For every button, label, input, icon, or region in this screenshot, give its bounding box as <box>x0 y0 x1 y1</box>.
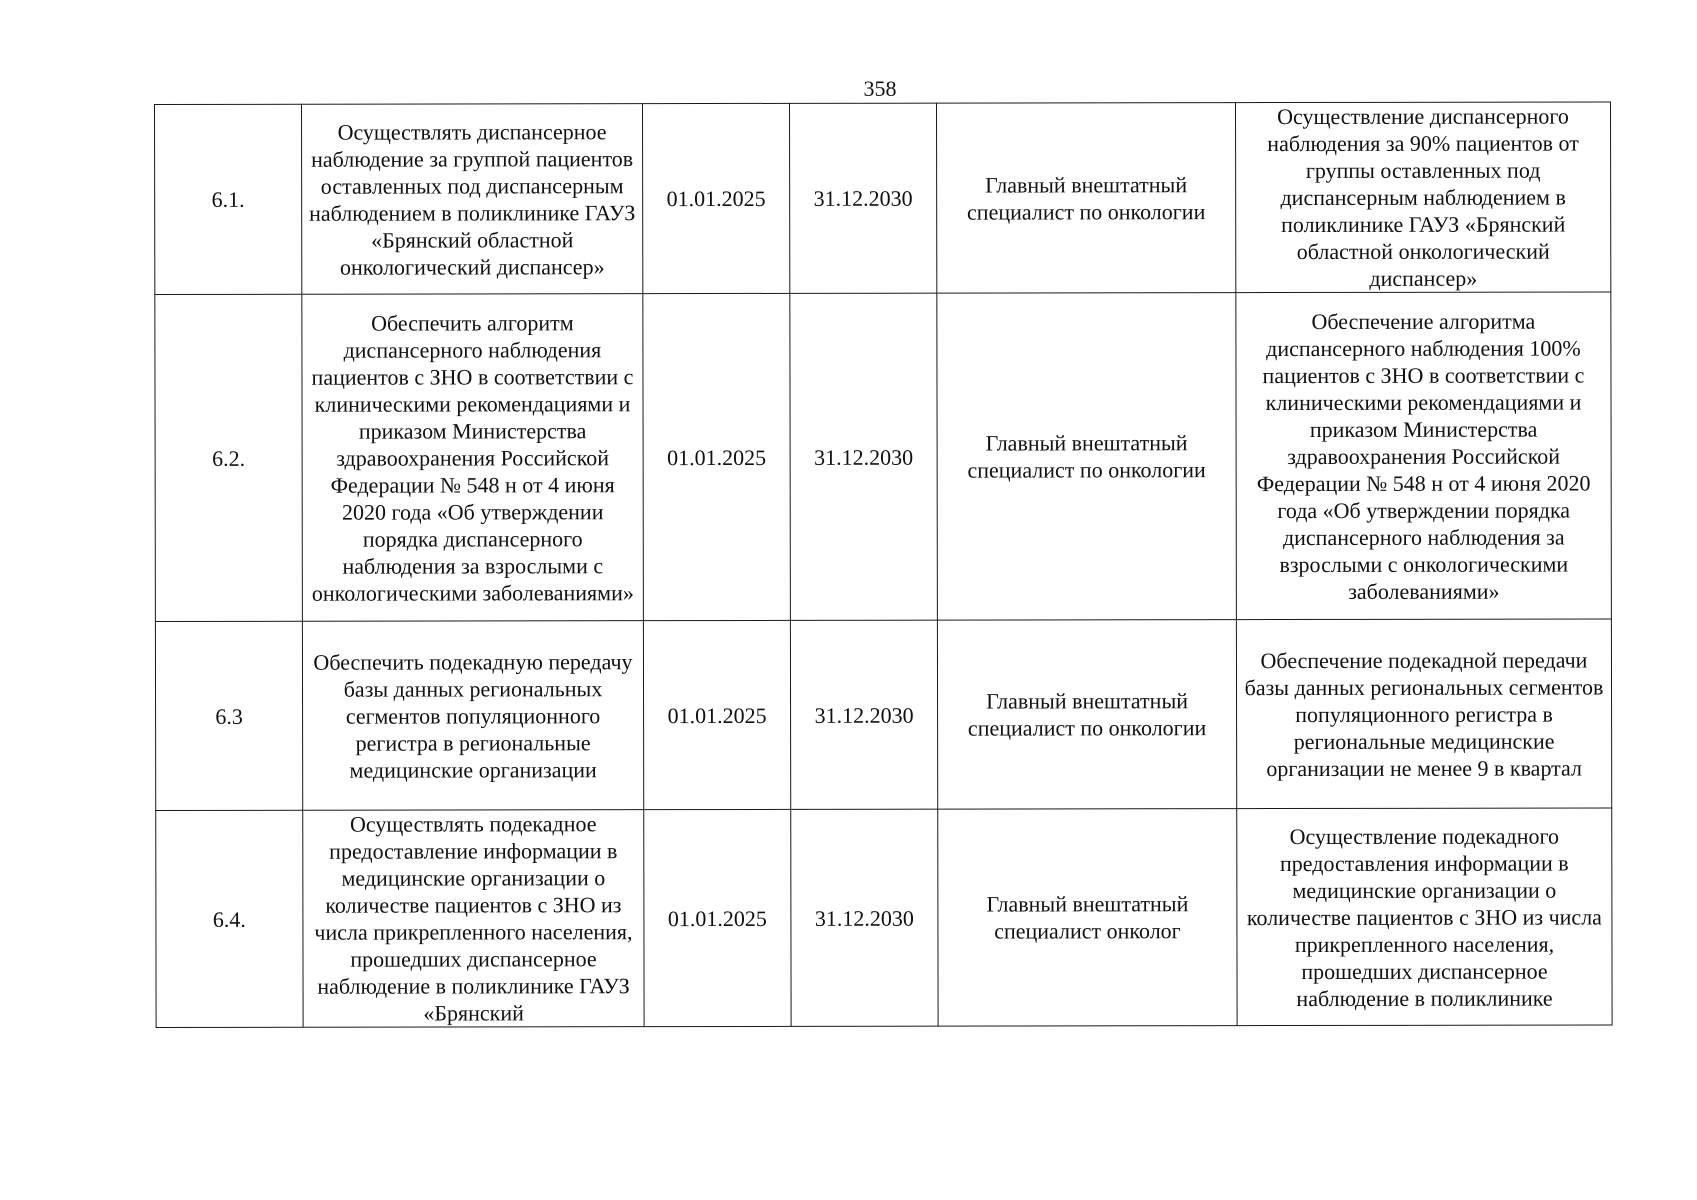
start-date-cell: 01.01.2025 <box>643 620 790 809</box>
measures-table <box>154 101 1613 1028</box>
row-number: 6.2. <box>155 294 303 621</box>
start-date-cell: 01.01.2025 <box>644 809 791 1026</box>
result-cell: Обеспечение подекадной передачи базы данных региональных сегментов популяционного регистра в региональные медицинские организации не менее 9 в квартал <box>1236 619 1611 809</box>
task-cell: Обеспечить подекадную передачу базы данных региональных сегментов популяционного регистра в региональные медицинские организации <box>302 621 643 811</box>
table-row <box>155 619 1611 811</box>
table-row <box>155 292 1612 622</box>
page-number: 358 <box>863 76 897 101</box>
task-cell: Обеспечить алгоритм диспансерного наблюдения пациентов с ЗНО в соответствии с клиническими рекомендациями и приказом Министерства здравоохранения Российской Федерации № 548 н от 4 июня 2020 года «Об утверждении порядка диспансерного наблюдения за взрослыми с онкологическими заболеваниями» <box>302 294 644 622</box>
row-number: 6.3 <box>155 621 302 810</box>
start-date-cell: 01.01.2025 <box>643 103 790 293</box>
table-row <box>155 102 1611 295</box>
result-cell: Осуществление подекадного предоставления информации в медицинские организации о количестве пациентов с ЗНО из числа прикрепленного населения, прошедших диспансерное наблюдение в поликлинике <box>1237 808 1612 1026</box>
task-cell: Осуществлять подекадное предоставление информации в медицинские организации о количестве пациентов с ЗНО из числа прикрепленного населения, прошедших диспансерное наблюдение в поликлинике ГАУЗ «Брянский <box>303 810 644 1028</box>
row-number: 6.4. <box>156 810 303 1027</box>
result-cell: Осуществление диспансерного наблюдения за 90% пациентов от группы оставленных под диспансерным наблюдением в поликлинике ГАУЗ «Брянский областной онкологический диспансер» <box>1235 102 1610 293</box>
responsible-cell: Главный внештатный специалист по онкологии <box>936 103 1235 294</box>
end-date-cell: 31.12.2030 <box>790 620 937 809</box>
responsible-cell: Главный внештатный специалист по онкологии <box>937 293 1237 621</box>
responsible-cell: Главный внештатный специалист по онкологии <box>937 620 1236 810</box>
responsible-cell: Главный внештатный специалист онколог <box>938 809 1237 1027</box>
end-date-cell: 31.12.2030 <box>791 809 938 1026</box>
table-row <box>156 808 1612 1028</box>
row-number: 6.1. <box>155 104 302 294</box>
start-date-cell: 01.01.2025 <box>643 293 791 620</box>
end-date-cell: 31.12.2030 <box>790 293 938 620</box>
end-date-cell: 31.12.2030 <box>789 103 936 293</box>
task-cell: Осуществлять диспансерное наблюдение за группой пациентов оставленных под диспансерным наблюдением в поликлинике ГАУЗ «Брянский областной онкологический диспансер» <box>302 104 643 295</box>
result-cell: Обеспечение алгоритма диспансерного наблюдения 100% пациентов с ЗНО в соответствии с клиническими рекомендациями и приказом Министерства здравоохранения Российской Федерации № 548 н от 4 июня 2020 года «Об утверждении порядка диспансерного наблюдения за взрослыми с онкологическими заболеваниями» <box>1236 292 1612 620</box>
